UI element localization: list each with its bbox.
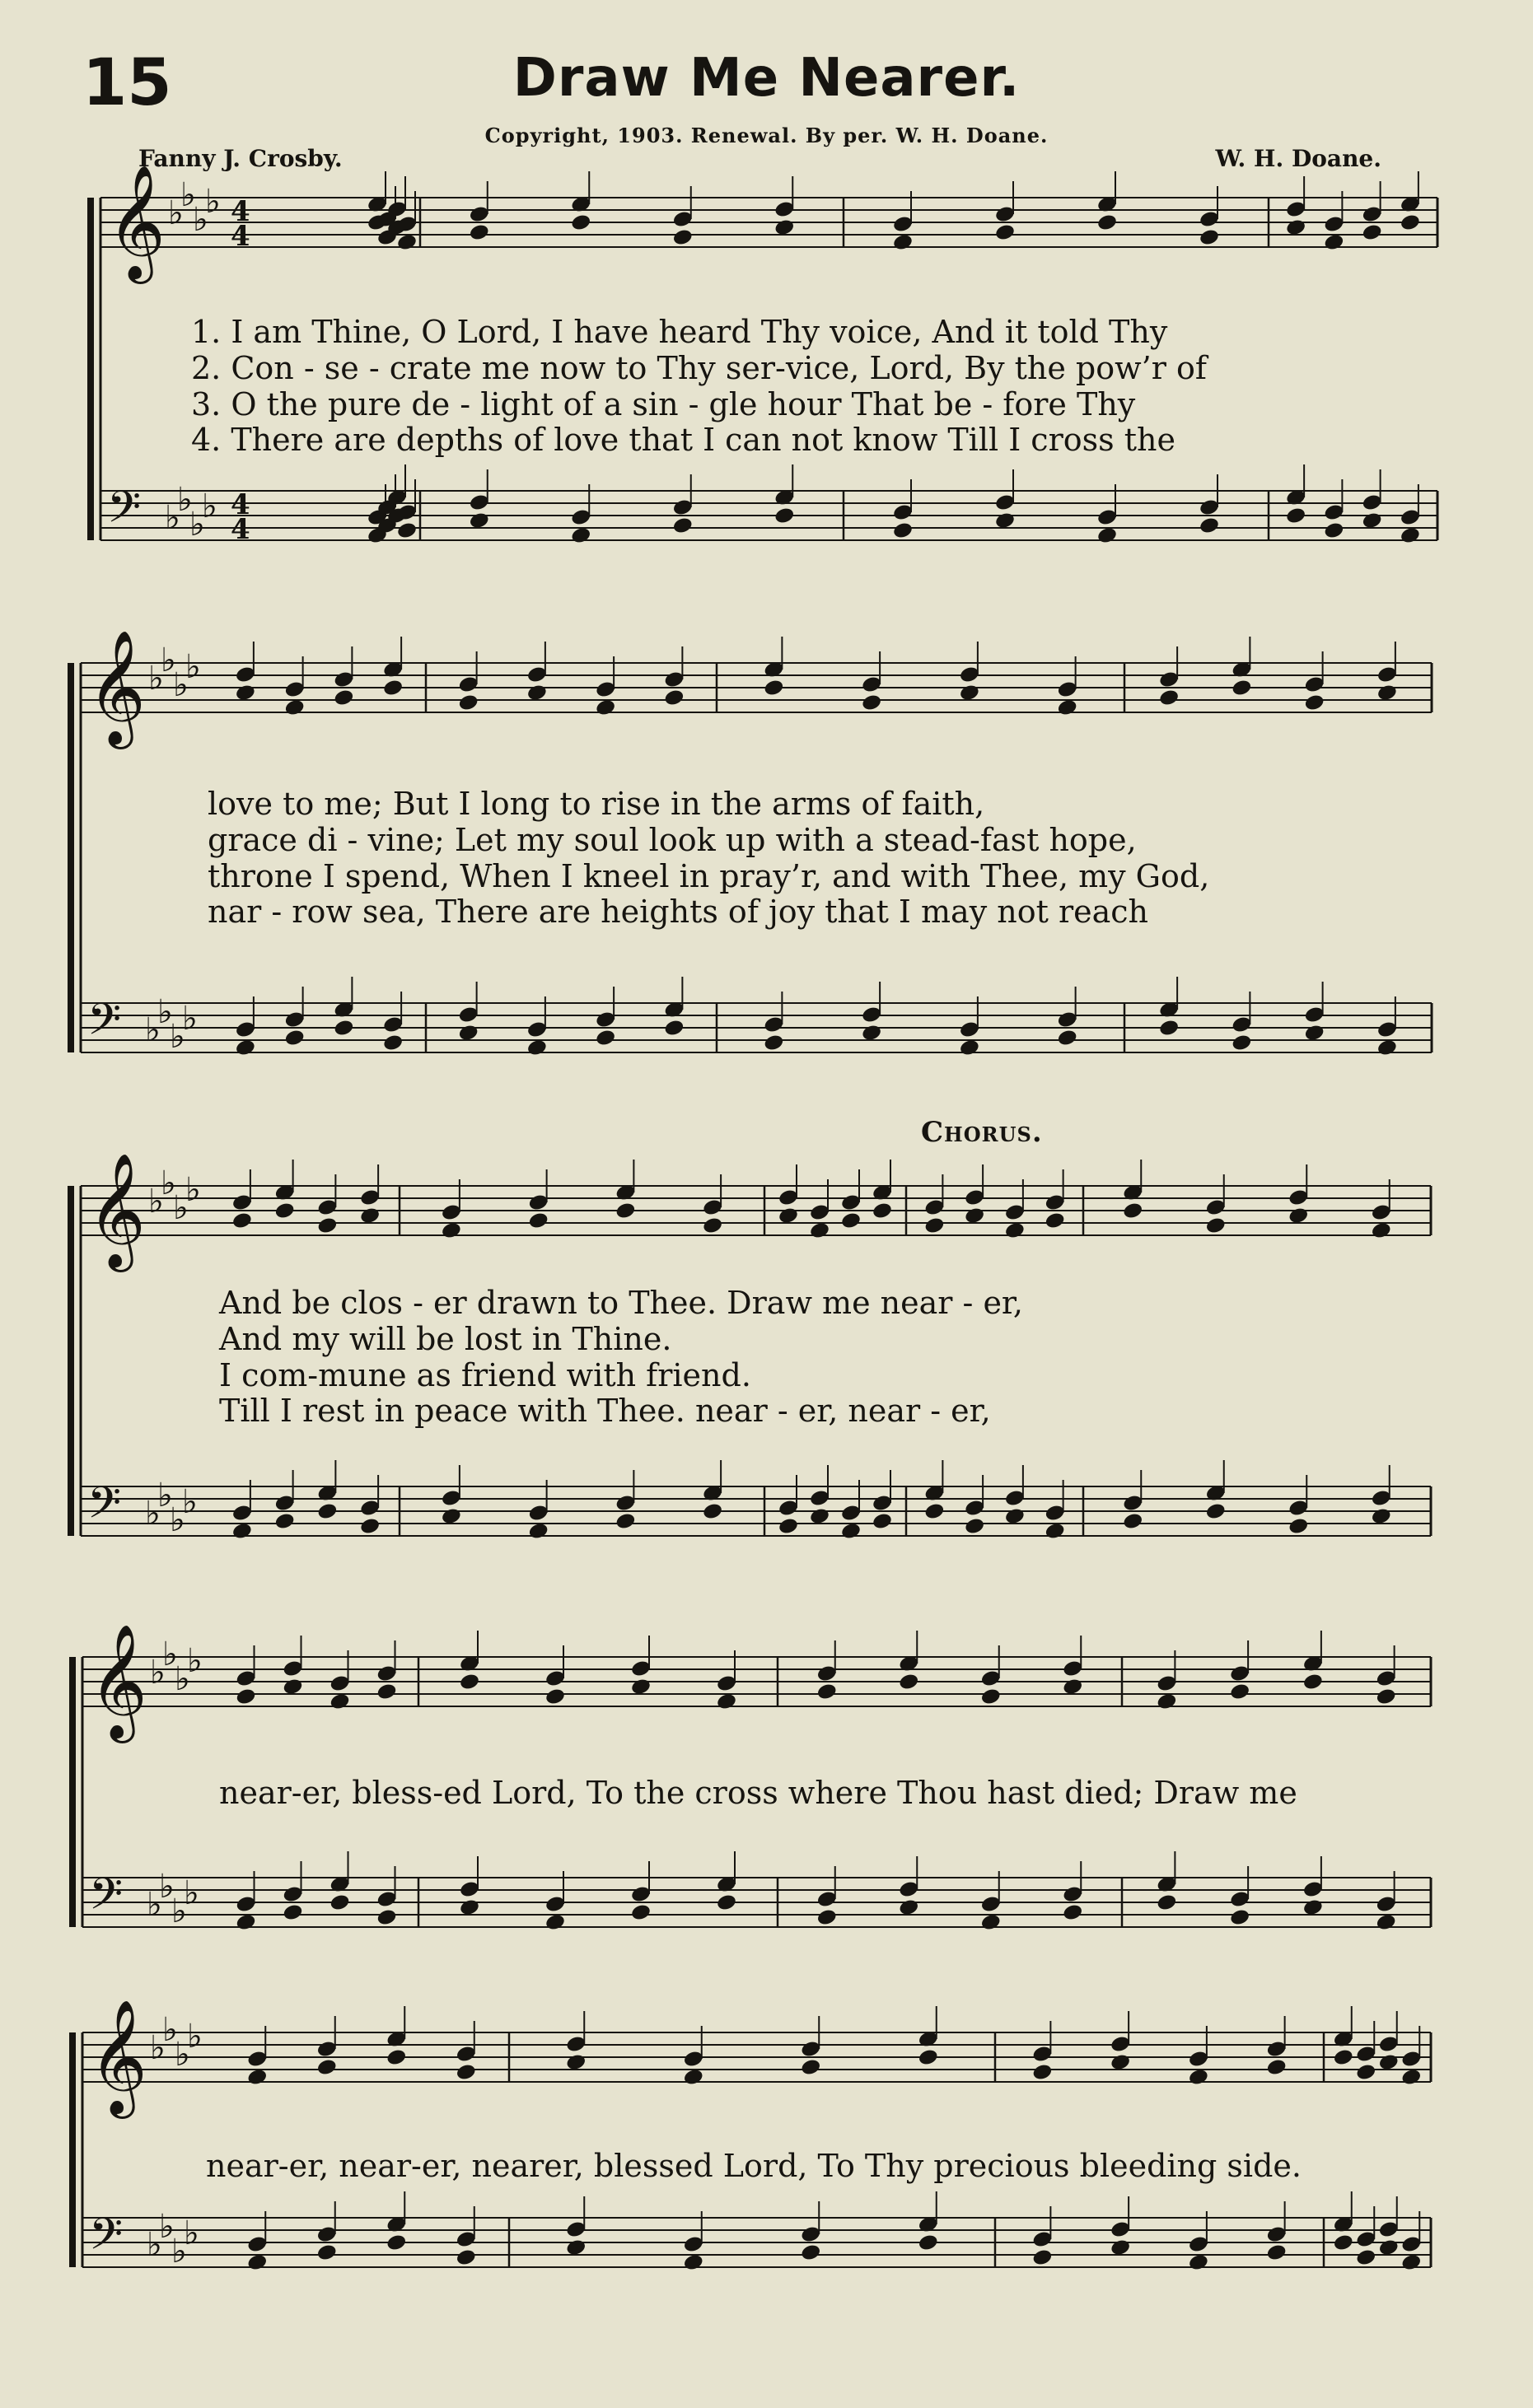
bass-clef-icon: 𝄢 (87, 995, 122, 1056)
verse-3-line-2: throne I spend, When I kneel in pray’r, and with Thee, my God, (208, 858, 1210, 894)
note-head (809, 1221, 830, 1240)
flat-icon: ♭ (184, 2214, 199, 2252)
note-head (528, 1211, 549, 1230)
note-head (1355, 2063, 1376, 2082)
note-head (778, 1206, 799, 1225)
flat-icon: ♭ (170, 1501, 185, 1539)
flat-icon: ♭ (184, 1874, 199, 1912)
note-head (458, 1024, 479, 1043)
note-head (1045, 1211, 1066, 1230)
bass-clef-icon: 𝄢 (107, 483, 142, 544)
note-head (872, 1512, 893, 1531)
flat-icon: ♭ (185, 1171, 201, 1209)
note-head (1188, 2068, 1209, 2087)
verse-4-line-2: nar - row sea, There are heights of joy that I may not reach (208, 894, 1149, 930)
note-head (1376, 1687, 1397, 1706)
note-head (778, 1517, 799, 1536)
note-head (316, 1216, 338, 1235)
note-head (1333, 2048, 1354, 2067)
note-head (1378, 2053, 1400, 2072)
note-head (1285, 218, 1306, 237)
hymn-title: Draw Me Nearer. (512, 48, 1021, 109)
note-head (763, 1034, 784, 1052)
note-head (809, 1507, 830, 1526)
note-head (386, 2048, 407, 2067)
note-head (333, 1019, 354, 1038)
note-head (800, 2243, 821, 2262)
note-head (235, 1038, 256, 1057)
note-head (683, 2068, 704, 2087)
note-head (1122, 1512, 1143, 1531)
note-head (994, 223, 1016, 242)
note-head (683, 2253, 704, 2272)
note-head (1156, 1893, 1177, 1912)
chorus-line-1: near-er, bless-ed Lord, To the cross where Thou hast died; Draw me (219, 1775, 1297, 1811)
note-head (570, 526, 591, 545)
note-head (329, 1893, 350, 1912)
note-head (959, 1038, 980, 1057)
note-head (1062, 1903, 1083, 1922)
treble-clef-icon: 𝄞 (107, 165, 166, 279)
flat-icon: ♭ (170, 1018, 185, 1056)
note-head (282, 1903, 303, 1922)
note-head (1304, 1024, 1325, 1043)
flat-icon: ♭ (171, 1892, 187, 1930)
note-head (892, 521, 914, 540)
note-head (359, 1206, 381, 1225)
note-head (526, 1038, 548, 1057)
verse-1-line-1: 1. I am Thine, O Lord, I have heard Thy voice, And it told Thy (191, 314, 1168, 350)
system-bracket (87, 198, 94, 540)
note-head (333, 688, 354, 707)
note-head (544, 1687, 566, 1706)
note-head (1400, 213, 1421, 232)
note-head (526, 684, 548, 702)
note-head (1156, 1692, 1177, 1711)
note-head (840, 1522, 862, 1541)
note-head (459, 1673, 480, 1692)
verse-4-line-1: 4. There are depths of love that I can not know Till I cross the (191, 422, 1175, 458)
note-head (1266, 2058, 1288, 2077)
flat-icon: ♭ (202, 488, 217, 525)
note-head (1199, 516, 1220, 535)
note-head (702, 1502, 723, 1521)
note-head (1158, 688, 1180, 707)
flat-icon: ♭ (159, 1868, 175, 1906)
time-signature-digit: 4 (231, 195, 250, 228)
flat-icon: ♭ (148, 1183, 164, 1220)
chorus-line-2: near-er, near-er, nearer, blessed Lord, To Thy precious bleeding side. (206, 2148, 1302, 2184)
flat-icon: ♭ (168, 194, 184, 232)
note-head (615, 1202, 636, 1220)
note-head (959, 684, 980, 702)
verse-3-line-1: 3. O the pure de - light of a sin - gle hour That be - fore Thy (191, 386, 1136, 422)
note-head (235, 1687, 256, 1706)
note-head (231, 1211, 253, 1230)
note-head (1031, 2063, 1053, 2082)
verse-2-line-3: And my will be lost in Thine. (219, 1321, 672, 1357)
flat-icon: ♭ (175, 1660, 190, 1698)
note-head (544, 1913, 566, 1932)
note-head (1031, 2248, 1053, 2267)
flat-icon: ♭ (157, 993, 173, 1031)
bass-clef-icon: 𝄢 (89, 2210, 124, 2270)
note-head (316, 2243, 338, 2262)
note-head (459, 1898, 480, 1917)
note-head (964, 1517, 985, 1536)
flat-icon: ♭ (165, 499, 180, 537)
flat-icon: ♭ (145, 1011, 161, 1049)
flat-icon: ♭ (182, 1483, 198, 1521)
note-head (316, 1502, 338, 1521)
note-head (923, 1502, 945, 1521)
note-head (774, 218, 795, 237)
note-head (763, 679, 784, 698)
verse-1-line-2: love to me; But I long to rise in the arms of faith, (208, 786, 985, 822)
note-head (359, 1517, 381, 1536)
note-head (663, 688, 685, 707)
flat-icon: ♭ (205, 183, 221, 221)
note-head (1288, 1206, 1309, 1225)
flat-icon: ♭ (185, 648, 201, 686)
note-head (1096, 526, 1118, 545)
note-head (1362, 511, 1383, 530)
bass-clef-icon: 𝄢 (87, 1478, 122, 1539)
note-head (565, 2053, 587, 2072)
note-head (386, 2233, 407, 2252)
note-head (892, 233, 914, 252)
note-head (595, 1029, 616, 1048)
verse-1-line-3: And be clos - er drawn to Thee. Draw me near - er, (219, 1285, 1023, 1321)
note-head (1333, 2233, 1354, 2252)
note-head (282, 1678, 303, 1696)
note-head (456, 2248, 477, 2267)
note-head (469, 511, 490, 530)
note-head (630, 1903, 652, 1922)
note-head (595, 698, 616, 717)
note-head (1110, 2238, 1131, 2257)
note-head (376, 1908, 397, 1927)
note-head (329, 1692, 350, 1711)
note-head (774, 506, 795, 525)
note-head (1266, 2243, 1288, 2262)
note-head (1158, 1019, 1180, 1038)
note-head (816, 1682, 838, 1701)
note-head (923, 1216, 945, 1235)
note-head (1062, 1678, 1083, 1696)
note-head (994, 511, 1016, 530)
note-head (918, 2233, 939, 2252)
note-head (1376, 1913, 1397, 1932)
flat-icon: ♭ (173, 666, 189, 704)
flat-icon: ♭ (175, 2036, 190, 2074)
note-head (663, 1019, 685, 1038)
note-head (284, 698, 306, 717)
note-head (565, 2238, 587, 2257)
note-head (1304, 693, 1325, 712)
note-head (1205, 1216, 1227, 1235)
note-head (376, 1682, 397, 1701)
flat-icon: ♭ (162, 2011, 178, 2049)
note-head (1323, 521, 1344, 540)
note-head (382, 679, 404, 698)
note-head (1110, 2053, 1131, 2072)
flat-icon: ♭ (193, 201, 208, 239)
note-head (918, 2048, 939, 2067)
composer-credit: W. H. Doane. (1215, 145, 1381, 172)
note-head (246, 2253, 268, 2272)
note-head (716, 1893, 737, 1912)
note-head (672, 516, 694, 535)
time-signature-digit: 4 (231, 488, 250, 521)
copyright-line: Copyright, 1903. Renewal. By per. W. H. Doane. (484, 124, 1049, 147)
flat-icon: ♭ (182, 1000, 198, 1038)
flat-icon: ♭ (162, 1636, 178, 1673)
flat-icon: ♭ (187, 1642, 203, 1680)
verse-4-line-3: Till I rest in peace with Thee. near - er, near - er, (219, 1393, 991, 1429)
note-head (1362, 223, 1383, 242)
flat-icon: ♭ (171, 2233, 187, 2270)
flat-icon: ♭ (180, 176, 196, 214)
system-bracket (68, 1186, 74, 1536)
note-head (816, 1908, 838, 1927)
system-bracket (68, 663, 74, 1052)
note-head (672, 228, 694, 247)
flat-icon: ♭ (150, 1654, 166, 1692)
flat-icon: ♭ (147, 2226, 162, 2264)
note-head (382, 1034, 404, 1052)
note-head (396, 233, 418, 252)
flat-icon: ♭ (161, 642, 176, 679)
note-head (800, 2058, 821, 2077)
note-head (872, 1202, 893, 1220)
note-head (1376, 1038, 1398, 1057)
flat-icon: ♭ (145, 1495, 161, 1533)
flat-icon: ♭ (157, 1477, 173, 1514)
treble-clef-icon: 𝄞 (89, 2000, 147, 2114)
note-head (1229, 1908, 1250, 1927)
lyricist-credit: Fanny J. Crosby. (138, 145, 343, 172)
flat-icon: ♭ (150, 2029, 166, 2067)
note-head (396, 521, 418, 540)
note-head (284, 1029, 306, 1048)
flat-icon: ♭ (159, 2208, 175, 2246)
chorus-label: Chorus. (921, 1116, 1043, 1149)
note-head (570, 213, 591, 232)
system-bracket (69, 2032, 76, 2267)
note-head (1285, 506, 1306, 525)
note-head (1188, 2253, 1209, 2272)
note-head (716, 1692, 737, 1711)
flat-icon: ♭ (147, 1886, 162, 1924)
note-head (702, 1216, 723, 1235)
note-head (1004, 1221, 1026, 1240)
note-head (441, 1221, 462, 1240)
note-head (1231, 679, 1252, 698)
time-signature-digit: 4 (231, 513, 250, 546)
note-head (1323, 233, 1344, 252)
note-head (274, 1202, 296, 1220)
note-head (458, 693, 479, 712)
note-head (1199, 228, 1220, 247)
verse-2-line-1: 2. Con - se - crate me now to Thy ser-vice, Lord, By the pow’r of (191, 350, 1207, 386)
treble-clef-icon: 𝄞 (87, 1153, 146, 1267)
note-head (1355, 2248, 1376, 2267)
note-head (316, 2058, 338, 2077)
note-head (469, 223, 490, 242)
note-head (1229, 1682, 1250, 1701)
flat-icon: ♭ (187, 2018, 203, 2056)
note-head (980, 1687, 1002, 1706)
hymn-number: 15 (82, 46, 172, 120)
note-head (1122, 1202, 1143, 1220)
note-head (964, 1206, 985, 1225)
note-head (1400, 2068, 1422, 2087)
note-head (441, 1507, 462, 1526)
note-head (1288, 1517, 1309, 1536)
note-head (898, 1898, 919, 1917)
flat-icon: ♭ (148, 660, 164, 698)
note-head (231, 1522, 253, 1541)
note-head (528, 1522, 549, 1541)
treble-clef-icon: 𝄞 (89, 1624, 147, 1738)
note-head (1302, 1898, 1324, 1917)
note-head (861, 693, 882, 712)
bass-clef-icon: 𝄢 (89, 1869, 124, 1930)
note-head (1205, 1502, 1227, 1521)
note-head (861, 1024, 882, 1043)
verse-3-line-3: I com-mune as friend with friend. (219, 1357, 751, 1393)
system-bracket (69, 1657, 76, 1927)
note-head (1302, 1673, 1324, 1692)
flat-icon: ♭ (173, 1189, 189, 1227)
note-head (1057, 1029, 1078, 1048)
note-head (1057, 698, 1078, 717)
treble-clef-icon: 𝄞 (87, 630, 146, 744)
note-head (980, 1913, 1002, 1932)
note-head (1378, 2238, 1400, 2257)
flat-icon: ♭ (177, 481, 193, 519)
verse-2-line-2: grace di - vine; Let my soul look up with a stead-fast hope, (208, 822, 1137, 858)
flat-icon: ♭ (189, 506, 205, 544)
note-head (456, 2063, 477, 2082)
note-head (840, 1211, 862, 1230)
note-head (1004, 1507, 1026, 1526)
note-head (1376, 684, 1398, 702)
note-head (630, 1678, 652, 1696)
note-head (1045, 1522, 1066, 1541)
flat-icon: ♭ (161, 1164, 176, 1202)
note-head (1231, 1034, 1252, 1052)
note-head (1400, 2253, 1422, 2272)
note-head (246, 2068, 268, 2087)
note-head (235, 1913, 256, 1932)
note-head (1096, 213, 1118, 232)
note-head (235, 684, 256, 702)
note-head (615, 1512, 636, 1531)
note-head (1371, 1221, 1392, 1240)
note-head (274, 1512, 296, 1531)
note-head (898, 1673, 919, 1692)
note-head (1400, 526, 1421, 545)
note-head (1371, 1507, 1392, 1526)
time-signature-digit: 4 (231, 220, 250, 253)
